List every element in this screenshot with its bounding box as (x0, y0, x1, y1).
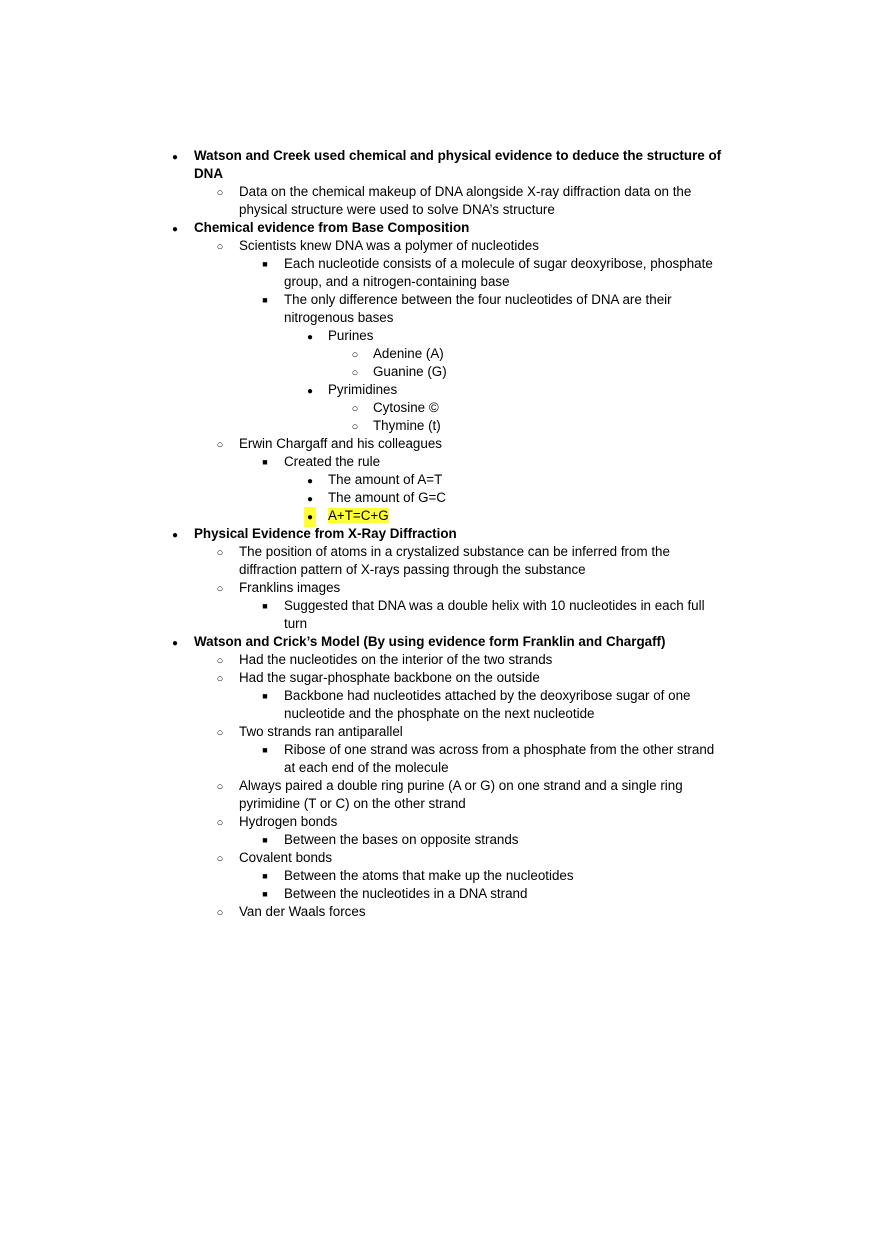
outline-item (0, 291, 880, 327)
outline-item (0, 777, 880, 813)
outline-item (0, 255, 880, 291)
hollow-circle-icon (214, 813, 226, 832)
hollow-circle-icon (214, 723, 226, 742)
outline-item (0, 579, 880, 597)
outline-item (0, 597, 880, 633)
filled-square-icon (259, 597, 271, 615)
item-text: The only difference between the four nucleotides of DNA are their nitrogenous bases (284, 292, 672, 325)
outline-item-text (328, 327, 726, 345)
item-text: Purines (328, 328, 374, 343)
item-text: Thymine (t) (373, 418, 441, 433)
item-text: Suggested that DNA was a double helix with 10 nucleotides in each full turn (284, 598, 705, 631)
outline-item (0, 381, 880, 399)
outline-item-text (239, 435, 726, 453)
hollow-circle-icon (349, 363, 361, 382)
outline-item (0, 867, 880, 885)
hollow-circle-icon (214, 183, 226, 202)
item-text: Hydrogen bonds (239, 814, 338, 829)
hollow-circle-icon (214, 435, 226, 454)
outline-item-text (239, 849, 726, 867)
outline-item (0, 363, 880, 381)
filled-circle-icon (304, 327, 316, 347)
filled-circle-icon (304, 381, 316, 401)
item-text: Covalent bonds (239, 850, 333, 865)
item-text: Between the bases on opposite strands (284, 832, 519, 847)
outline-item-text (239, 813, 726, 831)
filled-square-icon (259, 453, 271, 471)
item-text: Watson and Crick’s Model (By using evidence form Franklin and Chargaff) (194, 634, 666, 649)
outline-item (0, 849, 880, 867)
outline-item-text (239, 651, 726, 669)
outline-heading (0, 219, 880, 237)
hollow-circle-icon (214, 777, 226, 796)
outline-item-text (284, 453, 726, 471)
outline-item (0, 183, 880, 219)
filled-square-icon (259, 831, 271, 849)
item-text: Always paired a double ring purine (A or G) on one strand and a single ring pyrimidine (T or C) on the other strand (239, 778, 683, 811)
filled-circle-icon (169, 633, 181, 653)
outline-item (0, 651, 880, 669)
item-text: Data on the chemical makeup of DNA alongside X-ray diffraction data on the physical structure were used to solve DNA’s structure (239, 184, 692, 217)
outline-item-text (373, 363, 726, 381)
filled-square-icon (259, 885, 271, 903)
outline-item (0, 237, 880, 255)
hollow-circle-icon (214, 903, 226, 922)
outline-item-text (239, 183, 726, 219)
outline-item-text (284, 867, 726, 885)
filled-circle-icon (304, 507, 316, 527)
item-text: Backbone had nucleotides attached by the deoxyribose sugar of one nucleotide and the phosphate on the next nucleotide (284, 688, 691, 721)
bulleted-outline (0, 147, 880, 921)
outline-item-text (194, 633, 726, 651)
outline-item (0, 831, 880, 849)
outline-item (0, 453, 880, 471)
item-text: The position of atoms in a crystalized substance can be inferred from the diffraction pattern of X-rays passing through the substance (239, 544, 670, 577)
outline-item-text (328, 507, 726, 525)
filled-circle-icon (304, 471, 316, 491)
item-text: Between the nucleotides in a DNA strand (284, 886, 528, 901)
outline-item-text (239, 237, 726, 255)
item-text: Pyrimidines (328, 382, 398, 397)
outline-item-text (284, 597, 726, 633)
outline-item (0, 669, 880, 687)
outline-item (0, 813, 880, 831)
outline-item-text (239, 777, 726, 813)
outline-item (0, 885, 880, 903)
hollow-circle-icon (349, 417, 361, 436)
item-text: The amount of G=C (328, 490, 446, 505)
item-text: Between the atoms that make up the nucleotides (284, 868, 574, 883)
item-text: Physical Evidence from X-Ray Diffraction (194, 526, 457, 541)
outline-item-text (328, 489, 726, 507)
item-text: Erwin Chargaff and his colleagues (239, 436, 442, 451)
hollow-circle-icon (214, 651, 226, 670)
item-text: Created the rule (284, 454, 381, 469)
item-text: Watson and Creek used chemical and physical evidence to deduce the structure of DNA (194, 148, 722, 181)
hollow-circle-icon (349, 399, 361, 418)
outline-item-text (194, 147, 726, 183)
outline-item-text (194, 525, 726, 543)
hollow-circle-icon (214, 237, 226, 256)
filled-circle-icon (169, 525, 181, 545)
outline-item-text (239, 669, 726, 687)
hollow-circle-icon (214, 579, 226, 598)
outline-item-text (284, 255, 726, 291)
hollow-circle-icon (214, 669, 226, 688)
item-text: Adenine (A) (373, 346, 444, 361)
outline-item-text (284, 885, 726, 903)
filled-square-icon (259, 867, 271, 885)
outline-item (0, 489, 880, 507)
outline-item-text (284, 741, 726, 777)
outline-item-text (194, 219, 726, 237)
item-text: Two strands ran antiparallel (239, 724, 403, 739)
hollow-circle-icon (214, 849, 226, 868)
item-text: Ribose of one strand was across from a phosphate from the other strand at each end of the molecule (284, 742, 715, 775)
item-text: Chemical evidence from Base Composition (194, 220, 470, 235)
outline-item-text (239, 579, 726, 597)
filled-circle-icon (304, 489, 316, 509)
outline-item-text (239, 903, 726, 921)
outline-item (0, 417, 880, 435)
outline-item-text (239, 543, 726, 579)
outline-item-text (373, 417, 726, 435)
outline-item-text (373, 399, 726, 417)
hollow-circle-icon (349, 345, 361, 364)
filled-square-icon (259, 741, 271, 759)
item-text: Van der Waals forces (239, 904, 366, 919)
filled-circle-icon (169, 147, 181, 167)
outline-item (0, 399, 880, 417)
filled-circle-icon (169, 219, 181, 239)
item-text: Guanine (G) (373, 364, 447, 379)
item-text: Had the nucleotides on the interior of the two strands (239, 652, 553, 667)
item-text: Scientists knew DNA was a polymer of nucleotides (239, 238, 539, 253)
filled-square-icon (259, 255, 271, 273)
outline-item-text (328, 381, 726, 399)
outline-item (0, 723, 880, 741)
outline-item (0, 741, 880, 777)
outline-item-text (328, 471, 726, 489)
item-text: Each nucleotide consists of a molecule of sugar deoxyribose, phosphate group, and a nitrogen-containing base (284, 256, 713, 289)
outline-heading (0, 633, 880, 651)
outline-item (0, 543, 880, 579)
outline-heading (0, 525, 880, 543)
outline-item (0, 327, 880, 345)
item-text: Had the sugar-phosphate backbone on the outside (239, 670, 540, 685)
outline-item (0, 435, 880, 453)
outline-item-text (239, 723, 726, 741)
hollow-circle-icon (214, 543, 226, 562)
outline-item (0, 345, 880, 363)
filled-square-icon (259, 687, 271, 705)
outline-heading (0, 147, 880, 183)
item-text: Cytosine © (373, 400, 439, 415)
item-text: The amount of A=T (328, 472, 443, 487)
outline-item (0, 471, 880, 489)
highlighted-text: A+T=C+G (328, 508, 389, 523)
outline-item (0, 903, 880, 921)
outline-item (0, 687, 880, 723)
filled-square-icon (259, 291, 271, 309)
outline-item-text (284, 831, 726, 849)
outline-item-text (373, 345, 726, 363)
outline-item-text (284, 687, 726, 723)
item-text: Franklins images (239, 580, 341, 595)
outline-item-text (284, 291, 726, 327)
outline-item (0, 507, 880, 525)
